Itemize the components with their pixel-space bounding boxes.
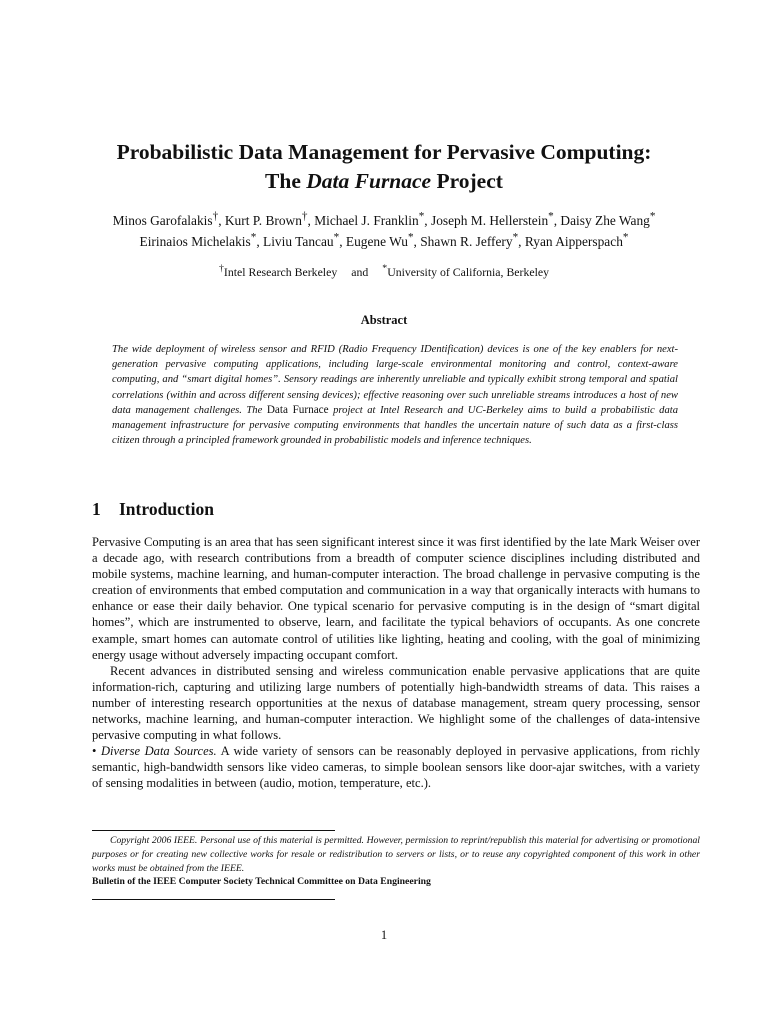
author-mark: * (250, 231, 257, 244)
author: Michael J. Franklin*, (314, 211, 431, 229)
title-project-name: Data Furnace (306, 169, 432, 193)
title-line-2 (40, 167, 728, 196)
abstract-project-name: Data Furnace (266, 403, 329, 416)
author-mark: * (333, 231, 340, 244)
bullet-icon: • (92, 744, 97, 759)
author-list (40, 209, 728, 251)
affiliation-conjunction: and (351, 264, 369, 279)
author: Daisy Zhe Wang* (560, 211, 656, 229)
affiliation-intel: Intel Research Berkeley (223, 264, 338, 279)
title-suffix: Project (431, 169, 503, 193)
introduction-body (92, 534, 700, 792)
author-line-1 (40, 209, 728, 230)
author: Minos Garofalakis†, (112, 211, 225, 229)
bullet-paragraph (92, 743, 700, 791)
author: Kurt P. Brown†, (224, 211, 315, 229)
footnote (92, 834, 700, 889)
author-line-2 (40, 230, 728, 251)
affiliation-mark: * (382, 263, 388, 274)
section-title: Introduction (119, 499, 214, 519)
author-mark: † (212, 211, 219, 223)
paragraph: Recent advances in distributed sensing and wireless communication enable pervasive applications that are quite information-rich, capturing and utilizing large numbers of potentially high-bandwidth streams of data. This raises a number of interesting research opportunities at the nexus of database management, stream query processing, sensor networks, machine learning, and human-computer interaction. We highlight some of the challenges of data-intensive pervasive computing in what follows. (92, 663, 700, 743)
author-mark: † (301, 211, 308, 223)
author: Eugene Wu*, (345, 231, 421, 250)
author: Joseph M. Hellerstein*, (430, 211, 561, 229)
affiliation-berkeley: University of California, Berkeley (387, 264, 550, 279)
bullet-label: Diverse Data Sources. (101, 744, 217, 759)
affiliation-mark: † (218, 263, 224, 274)
title-line-1: Probabilistic Data Management for Pervasive Computing: (116, 140, 652, 164)
author-mark: * (407, 231, 414, 244)
author-mark: * (622, 231, 629, 244)
footnote-divider (92, 830, 335, 831)
affiliations (40, 263, 728, 280)
copyright-notice: Copyright 2006 IEEE. Personal use of this material is permitted. However, permission to reprint/republish this material for advertising or promotional purposes or for creating new collective works for resale or redistribution to servers or lists, or to reuse any copyrighted component of this work in other works must be obtained from the IEEE. (92, 835, 700, 874)
bulletin-name: Bulletin of the IEEE Computer Society Technical Committee on Data Engineering (92, 876, 431, 888)
author-mark: * (649, 211, 656, 223)
author: Liviu Tancau*, (263, 231, 346, 250)
bullet-text: A wide variety of sensors can be reasonably deployed in pervasive applications, from richly semantic, high-bandwidth sensors like video cameras, to simple boolean sensors like door-ajar switches, with a variety of sensing modalities in between (audio, motion, temperature, etc.). (92, 744, 701, 791)
author-mark: * (418, 211, 425, 223)
footnote-bottom-divider (92, 899, 335, 900)
abstract-heading: Abstract (360, 313, 408, 327)
author: Eirinaios Michelakis*, (139, 231, 264, 250)
section-number: 1 (92, 499, 101, 519)
paper-title (40, 138, 728, 196)
paragraph: Pervasive Computing is an area that has seen significant interest since it was first identified by the late Mark Weiser over a decade ago, with research contributions from a breadth of computer science disciplines including distributed and mobile systems, machine learning, and human-computer interaction. The broad challenge in pervasive computing is the creation of environments that embed computation and communication in a way that organically interacts with humans to enhance or ease their daily behavior. One typical scenario for pervasive computing is in the design of “smart digital homes”, which are instrumented to observe, learn, and facilitate the typical behaviors of occupants. As one concrete example, smart homes can automate control of utilities like lighting, heating and cooling, with the goal of minimizing energy usage without adversely impacting occupant comfort. (92, 535, 700, 662)
author: Ryan Aipperspach* (524, 231, 629, 250)
section-heading-introduction (92, 499, 214, 520)
title-prefix: The (265, 169, 307, 193)
author-mark: * (512, 231, 519, 244)
author-mark: * (548, 211, 554, 223)
abstract-text: The wide deployment of wireless sensor and RFID (Radio Frequency IDentification) devices is one of the key enablers for next-generation pervasive computing applications, including large-scale environmental monitoring and control, context-aware computing, and “smart digital homes”. Sensory readings are inherently unreliable and typically exhibit strong temporal and spatial correlations (within and across different sensing devices); effective reasoning over such unreliable streams introduces a host of new data management challenges. The Data Furnace project at Intel Research and UC-Berkeley aims to build a probabilistic data management infrastructure for pervasive computing environments that handles the uncertain nature of such data as a first-class citizen through a principled framework grounded in probabilistic models and inference techniques. (112, 344, 679, 447)
page-number: 1 (380, 928, 388, 942)
author: Shawn R. Jeffery*, (420, 231, 525, 250)
